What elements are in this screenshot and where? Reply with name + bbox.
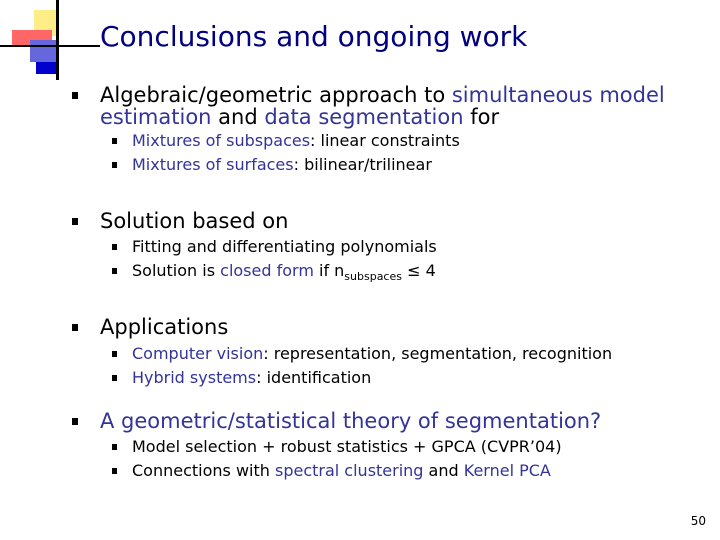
sub-bullet-marker bbox=[112, 375, 117, 381]
sub-bullet-marker bbox=[112, 444, 117, 450]
sub-item bbox=[132, 261, 436, 286]
sub-item-text: Model selection + robust statistics + GPCA (CVPR’04) bbox=[132, 437, 562, 456]
sub-item-highlight: Computer vision bbox=[132, 344, 264, 363]
heading-text: and bbox=[211, 105, 265, 129]
section-heading-1 bbox=[100, 84, 665, 106]
heading-text: Algebraic/geometric approach to bbox=[100, 83, 452, 107]
sub-item bbox=[132, 237, 437, 256]
sub-bullet-marker bbox=[112, 351, 117, 357]
sub-item-highlight: spectral clustering bbox=[274, 461, 424, 480]
sub-item-highlight: Mixtures of surfaces bbox=[132, 155, 294, 174]
heading-text: for bbox=[463, 105, 500, 129]
sub-item bbox=[132, 155, 432, 174]
slide-title: Conclusions and ongoing work bbox=[100, 20, 528, 53]
sub-bullet-marker bbox=[112, 162, 117, 168]
bullet-marker bbox=[72, 418, 78, 425]
sub-item-text: : bilinear/trilinear bbox=[293, 155, 432, 174]
sub-bullet-marker bbox=[112, 138, 117, 144]
sub-item-highlight: Kernel PCA bbox=[463, 461, 551, 480]
bullet-marker bbox=[72, 324, 78, 331]
sub-item bbox=[132, 131, 460, 150]
sub-item bbox=[132, 437, 562, 456]
sub-item-text: Connections with bbox=[132, 461, 275, 480]
sub-item-text: and bbox=[423, 461, 464, 480]
sub-item bbox=[132, 461, 551, 480]
section-heading-2: Solution based on bbox=[100, 209, 289, 233]
heading-text-highlight: simultaneous model bbox=[451, 83, 665, 107]
page-number: 50 bbox=[690, 514, 706, 528]
section-heading-1-line2 bbox=[100, 106, 499, 128]
sub-item-highlight: closed form bbox=[220, 261, 314, 280]
sub-bullet-marker bbox=[112, 268, 117, 274]
sub-item-text: Fitting and differentiating polynomials bbox=[132, 237, 437, 256]
slide-logo-icon bbox=[0, 0, 100, 80]
sub-item-text: Solution is bbox=[132, 261, 221, 280]
sub-item-text: if n bbox=[313, 261, 345, 280]
section-heading-3: Applications bbox=[100, 315, 229, 339]
heading-text-highlight: estimation bbox=[100, 105, 212, 129]
bullet-marker bbox=[72, 92, 78, 99]
heading-text-highlight: data segmentation bbox=[264, 105, 464, 129]
sub-bullet-marker bbox=[112, 244, 117, 250]
sub-item-text: : linear constraints bbox=[310, 131, 460, 150]
sub-item-highlight: Hybrid systems bbox=[132, 368, 257, 387]
section-heading-4: A geometric/statistical theory of segmentation? bbox=[100, 409, 602, 433]
sub-item bbox=[132, 344, 612, 363]
sub-item-text: : representation, segmentation, recognition bbox=[263, 344, 613, 363]
sub-item-text: : identification bbox=[256, 368, 372, 387]
subscript-text: subspaces bbox=[344, 270, 402, 283]
sub-bullet-marker bbox=[112, 468, 117, 474]
sub-item-highlight: Mixtures of subspaces bbox=[132, 131, 311, 150]
sub-item bbox=[132, 368, 371, 387]
sub-item-text: ≤ 4 bbox=[401, 261, 436, 280]
bullet-marker bbox=[72, 218, 78, 225]
